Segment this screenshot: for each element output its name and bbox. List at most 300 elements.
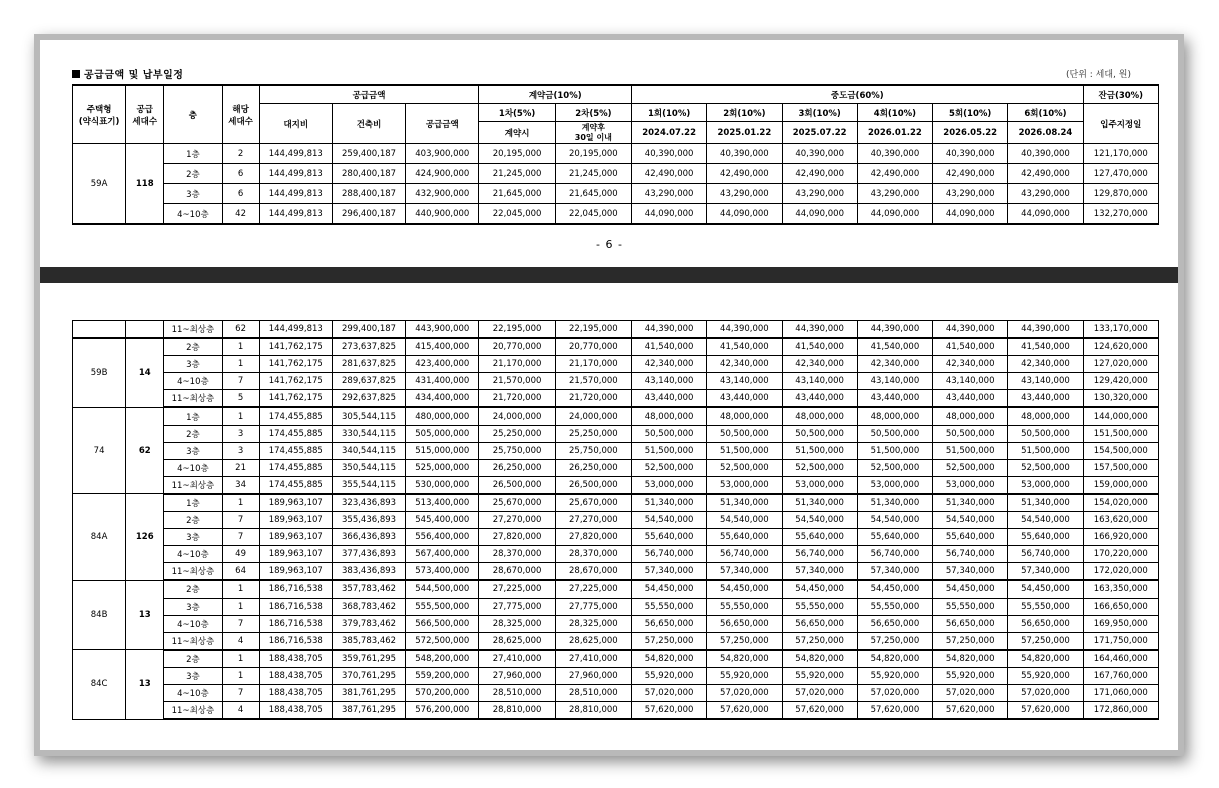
mid-payment-6-cell: 44,390,000 xyxy=(1008,321,1083,339)
total-price-cell: 573,400,000 xyxy=(406,563,479,581)
mid-payment-6-cell: 52,500,000 xyxy=(1008,459,1083,476)
units-cell: 1 xyxy=(222,598,259,615)
mid-payment-4-cell: 50,500,000 xyxy=(857,425,932,442)
table-row xyxy=(73,321,1159,339)
top-table-body xyxy=(73,144,1159,225)
mid-payment-5-cell: 42,340,000 xyxy=(933,356,1008,373)
deposit-1-cell: 27,960,000 xyxy=(479,667,555,684)
land-price-cell: 141,762,175 xyxy=(259,373,332,390)
floor-cell: 1층 xyxy=(164,407,222,425)
mid-payment-3-cell: 44,390,000 xyxy=(782,321,857,339)
header-dep2: 2차(5%) xyxy=(555,104,631,122)
square-bullet-icon xyxy=(72,70,80,78)
header-type xyxy=(73,85,126,144)
units-cell: 6 xyxy=(222,164,259,184)
type-group-cell xyxy=(73,321,126,339)
table-row xyxy=(73,164,1159,184)
building-price-cell: 281,637,825 xyxy=(332,356,405,373)
mid-payment-5-cell: 56,740,000 xyxy=(933,546,1008,563)
mid-payment-4-cell: 57,620,000 xyxy=(857,702,932,720)
mid-payment-1-cell: 52,500,000 xyxy=(631,459,706,476)
mid-payment-1-cell: 42,340,000 xyxy=(631,356,706,373)
table-row xyxy=(73,632,1159,650)
deposit-1-cell: 27,270,000 xyxy=(479,512,555,529)
units-cell: 1 xyxy=(222,580,259,598)
mid-payment-4-cell: 48,000,000 xyxy=(857,407,932,425)
mid-payment-3-cell: 43,140,000 xyxy=(782,373,857,390)
mid-payment-6-cell: 43,440,000 xyxy=(1008,390,1083,408)
total-price-cell: 434,400,000 xyxy=(406,390,479,408)
total-price-cell: 515,000,000 xyxy=(406,442,479,459)
balance-cell: 121,170,000 xyxy=(1083,144,1158,164)
mid-payment-2-cell: 56,650,000 xyxy=(707,615,782,632)
deposit-1-cell: 25,670,000 xyxy=(479,494,555,512)
mid-payment-6-cell: 40,390,000 xyxy=(1008,144,1083,164)
building-price-cell: 289,637,825 xyxy=(332,373,405,390)
units-cell: 1 xyxy=(222,407,259,425)
mid-payment-2-cell: 44,390,000 xyxy=(707,321,782,339)
land-price-cell: 174,455,885 xyxy=(259,407,332,425)
mid-payment-3-cell: 56,740,000 xyxy=(782,546,857,563)
total-price-cell: 556,400,000 xyxy=(406,529,479,546)
mid-payment-2-cell: 54,540,000 xyxy=(707,512,782,529)
type-group-cell: 84A xyxy=(73,494,126,580)
header-supply-units-l2: 세대수 xyxy=(132,116,158,127)
deposit-2-cell: 27,820,000 xyxy=(555,529,631,546)
mid-payment-5-cell: 57,250,000 xyxy=(933,632,1008,650)
building-price-cell: 340,544,115 xyxy=(332,442,405,459)
group-units-cell: 62 xyxy=(126,407,164,493)
mid-payment-1-cell: 43,290,000 xyxy=(631,184,706,204)
land-price-cell: 188,438,705 xyxy=(259,667,332,684)
mid-payment-4-cell: 56,740,000 xyxy=(857,546,932,563)
total-price-cell: 576,200,000 xyxy=(406,702,479,720)
header-dep2-when-l1: 계약후 xyxy=(581,122,605,132)
floor-cell: 11~최상층 xyxy=(164,702,222,720)
balance-cell: 169,950,000 xyxy=(1083,615,1158,632)
mid-payment-5-cell: 57,020,000 xyxy=(933,684,1008,701)
table-row xyxy=(73,425,1159,442)
land-price-cell: 186,716,538 xyxy=(259,598,332,615)
building-price-cell: 383,436,893 xyxy=(332,563,405,581)
units-cell: 62 xyxy=(222,321,259,339)
mid-payment-1-cell: 53,000,000 xyxy=(631,476,706,494)
table-row xyxy=(73,684,1159,701)
units-cell: 4 xyxy=(222,632,259,650)
mid-payment-2-cell: 55,640,000 xyxy=(707,529,782,546)
balance-cell: 159,000,000 xyxy=(1083,476,1158,494)
mid-payment-3-cell: 48,000,000 xyxy=(782,407,857,425)
land-price-cell: 186,716,538 xyxy=(259,615,332,632)
mid-payment-4-cell: 51,340,000 xyxy=(857,494,932,512)
units-cell: 21 xyxy=(222,459,259,476)
land-price-cell: 189,963,107 xyxy=(259,546,332,563)
units-cell: 64 xyxy=(222,563,259,581)
mid-payment-4-cell: 57,020,000 xyxy=(857,684,932,701)
building-price-cell: 387,761,295 xyxy=(332,702,405,720)
mid-payment-4-cell: 54,450,000 xyxy=(857,580,932,598)
land-price-cell: 174,455,885 xyxy=(259,476,332,494)
table-row xyxy=(73,204,1159,225)
land-price-cell: 141,762,175 xyxy=(259,338,332,356)
balance-cell: 127,470,000 xyxy=(1083,164,1158,184)
mid-payment-4-cell: 40,390,000 xyxy=(857,144,932,164)
table-row xyxy=(73,546,1159,563)
mid-payment-6-cell: 42,340,000 xyxy=(1008,356,1083,373)
mid-payment-5-cell: 57,620,000 xyxy=(933,702,1008,720)
units-cell: 7 xyxy=(222,529,259,546)
land-price-cell: 189,963,107 xyxy=(259,529,332,546)
deposit-2-cell: 25,750,000 xyxy=(555,442,631,459)
building-price-cell: 292,637,825 xyxy=(332,390,405,408)
units-cell: 42 xyxy=(222,204,259,225)
mid-payment-4-cell: 57,250,000 xyxy=(857,632,932,650)
mid-payment-6-cell: 41,540,000 xyxy=(1008,338,1083,356)
header-mid-date-4: 2026.01.22 xyxy=(857,122,932,144)
mid-payment-5-cell: 44,090,000 xyxy=(933,204,1008,225)
deposit-1-cell: 21,645,000 xyxy=(479,184,555,204)
floor-cell: 3층 xyxy=(164,442,222,459)
mid-payment-2-cell: 51,340,000 xyxy=(707,494,782,512)
mid-payment-3-cell: 51,340,000 xyxy=(782,494,857,512)
mid-payment-6-cell: 54,540,000 xyxy=(1008,512,1083,529)
header-dep1-when: 계약시 xyxy=(479,122,555,144)
mid-payment-4-cell: 42,490,000 xyxy=(857,164,932,184)
units-cell: 5 xyxy=(222,390,259,408)
balance-cell: 154,500,000 xyxy=(1083,442,1158,459)
price-table-bottom xyxy=(72,320,1159,720)
mid-payment-1-cell: 43,140,000 xyxy=(631,373,706,390)
mid-payment-2-cell: 52,500,000 xyxy=(707,459,782,476)
mid-payment-4-cell: 44,390,000 xyxy=(857,321,932,339)
mid-payment-1-cell: 54,540,000 xyxy=(631,512,706,529)
mid-payment-6-cell: 48,000,000 xyxy=(1008,407,1083,425)
mid-payment-1-cell: 51,500,000 xyxy=(631,442,706,459)
table-row xyxy=(73,494,1159,512)
balance-cell: 157,500,000 xyxy=(1083,459,1158,476)
land-price-cell: 174,455,885 xyxy=(259,442,332,459)
header-dep2-when-l2: 30일 이내 xyxy=(574,132,612,142)
mid-payment-4-cell: 43,440,000 xyxy=(857,390,932,408)
section-title-text: 공급금액 및 납부일정 xyxy=(84,70,184,81)
deposit-2-cell: 21,570,000 xyxy=(555,373,631,390)
building-price-cell: 350,544,115 xyxy=(332,459,405,476)
mid-payment-2-cell: 57,020,000 xyxy=(707,684,782,701)
deposit-1-cell: 21,720,000 xyxy=(479,390,555,408)
mid-payment-6-cell: 51,500,000 xyxy=(1008,442,1083,459)
units-cell: 1 xyxy=(222,650,259,668)
header-balance-when: 입주지정일 xyxy=(1083,104,1158,144)
header-supply-units-l1: 공급 xyxy=(136,104,153,115)
mid-payment-3-cell: 52,500,000 xyxy=(782,459,857,476)
floor-cell: 4~10층 xyxy=(164,615,222,632)
mid-payment-5-cell: 41,540,000 xyxy=(933,338,1008,356)
building-price-cell: 355,544,115 xyxy=(332,476,405,494)
mid-payment-5-cell: 50,500,000 xyxy=(933,425,1008,442)
group-units-cell: 13 xyxy=(126,580,164,649)
type-group-cell: 74 xyxy=(73,407,126,493)
mid-payment-4-cell: 54,540,000 xyxy=(857,512,932,529)
mid-payment-2-cell: 55,920,000 xyxy=(707,667,782,684)
balance-cell: 163,350,000 xyxy=(1083,580,1158,598)
deposit-2-cell: 27,270,000 xyxy=(555,512,631,529)
deposit-1-cell: 20,770,000 xyxy=(479,338,555,356)
mid-payment-1-cell: 57,020,000 xyxy=(631,684,706,701)
floor-cell: 4~10층 xyxy=(164,546,222,563)
mid-payment-5-cell: 51,500,000 xyxy=(933,442,1008,459)
floor-cell: 1층 xyxy=(164,144,222,164)
total-price-cell: 513,400,000 xyxy=(406,494,479,512)
balance-cell: 166,920,000 xyxy=(1083,529,1158,546)
floor-cell: 4~10층 xyxy=(164,459,222,476)
header-mid-3: 3회(10%) xyxy=(782,104,857,122)
floor-cell: 2층 xyxy=(164,650,222,668)
table-row xyxy=(73,476,1159,494)
table-row xyxy=(73,442,1159,459)
total-price-cell: 431,400,000 xyxy=(406,373,479,390)
balance-cell: 171,060,000 xyxy=(1083,684,1158,701)
balance-cell: 127,020,000 xyxy=(1083,356,1158,373)
deposit-1-cell: 27,775,000 xyxy=(479,598,555,615)
building-price-cell: 357,783,462 xyxy=(332,580,405,598)
deposit-1-cell: 27,225,000 xyxy=(479,580,555,598)
section-title xyxy=(72,66,183,81)
deposit-2-cell: 21,720,000 xyxy=(555,390,631,408)
balance-cell: 130,320,000 xyxy=(1083,390,1158,408)
land-price-cell: 189,963,107 xyxy=(259,512,332,529)
total-price-cell: 432,900,000 xyxy=(406,184,479,204)
total-price-cell: 423,400,000 xyxy=(406,356,479,373)
group-units-cell: 118 xyxy=(126,144,164,225)
deposit-2-cell: 21,170,000 xyxy=(555,356,631,373)
deposit-2-cell: 24,000,000 xyxy=(555,407,631,425)
table-row xyxy=(73,356,1159,373)
building-price-cell: 259,400,187 xyxy=(332,144,405,164)
group-units-cell: 126 xyxy=(126,494,164,580)
deposit-1-cell: 20,195,000 xyxy=(479,144,555,164)
building-price-cell: 377,436,893 xyxy=(332,546,405,563)
mid-payment-1-cell: 57,620,000 xyxy=(631,702,706,720)
land-price-cell: 189,963,107 xyxy=(259,563,332,581)
floor-cell: 2층 xyxy=(164,425,222,442)
table-row xyxy=(73,407,1159,425)
building-price-cell: 296,400,187 xyxy=(332,204,405,225)
table-row xyxy=(73,563,1159,581)
deposit-2-cell: 22,045,000 xyxy=(555,204,631,225)
deposit-1-cell: 25,250,000 xyxy=(479,425,555,442)
header-total: 공급금액 xyxy=(406,104,479,144)
units-cell: 1 xyxy=(222,338,259,356)
total-price-cell: 548,200,000 xyxy=(406,650,479,668)
mid-payment-6-cell: 54,450,000 xyxy=(1008,580,1083,598)
floor-cell: 3층 xyxy=(164,184,222,204)
total-price-cell: 570,200,000 xyxy=(406,684,479,701)
mid-payment-4-cell: 43,290,000 xyxy=(857,184,932,204)
mid-payment-2-cell: 41,540,000 xyxy=(707,338,782,356)
floor-cell: 3층 xyxy=(164,667,222,684)
mid-payment-1-cell: 50,500,000 xyxy=(631,425,706,442)
total-price-cell: 530,000,000 xyxy=(406,476,479,494)
mid-payment-4-cell: 55,920,000 xyxy=(857,667,932,684)
mid-payment-3-cell: 50,500,000 xyxy=(782,425,857,442)
header-units xyxy=(222,85,259,144)
header-supply-price: 공급금액 xyxy=(259,85,479,104)
header-building: 건축비 xyxy=(332,104,405,144)
deposit-1-cell: 22,045,000 xyxy=(479,204,555,225)
units-cell: 49 xyxy=(222,546,259,563)
mid-payment-6-cell: 57,340,000 xyxy=(1008,563,1083,581)
units-cell: 7 xyxy=(222,373,259,390)
land-price-cell: 141,762,175 xyxy=(259,356,332,373)
deposit-2-cell: 25,250,000 xyxy=(555,425,631,442)
group-units-cell xyxy=(126,321,164,339)
mid-payment-2-cell: 40,390,000 xyxy=(707,144,782,164)
mid-payment-2-cell: 55,550,000 xyxy=(707,598,782,615)
type-group-cell: 84B xyxy=(73,580,126,649)
mid-payment-6-cell: 57,250,000 xyxy=(1008,632,1083,650)
header-mid-6: 6회(10%) xyxy=(1008,104,1083,122)
mid-payment-4-cell: 57,340,000 xyxy=(857,563,932,581)
mid-payment-4-cell: 56,650,000 xyxy=(857,615,932,632)
mid-payment-2-cell: 43,140,000 xyxy=(707,373,782,390)
deposit-1-cell: 27,410,000 xyxy=(479,650,555,668)
mid-payment-6-cell: 57,020,000 xyxy=(1008,684,1083,701)
total-price-cell: 555,500,000 xyxy=(406,598,479,615)
mid-payment-1-cell: 48,000,000 xyxy=(631,407,706,425)
building-price-cell: 305,544,115 xyxy=(332,407,405,425)
deposit-2-cell: 28,510,000 xyxy=(555,684,631,701)
mid-payment-1-cell: 55,920,000 xyxy=(631,667,706,684)
mid-payment-5-cell: 57,340,000 xyxy=(933,563,1008,581)
header-supply-units xyxy=(126,85,164,144)
mid-payment-3-cell: 57,250,000 xyxy=(782,632,857,650)
total-price-cell: 443,900,000 xyxy=(406,321,479,339)
balance-cell: 172,020,000 xyxy=(1083,563,1158,581)
mid-payment-4-cell: 41,540,000 xyxy=(857,338,932,356)
deposit-1-cell: 26,250,000 xyxy=(479,459,555,476)
mid-payment-3-cell: 54,820,000 xyxy=(782,650,857,668)
mid-payment-2-cell: 56,740,000 xyxy=(707,546,782,563)
mid-payment-1-cell: 40,390,000 xyxy=(631,144,706,164)
header-mid-5: 5회(10%) xyxy=(933,104,1008,122)
deposit-1-cell: 28,370,000 xyxy=(479,546,555,563)
mid-payment-1-cell: 54,450,000 xyxy=(631,580,706,598)
deposit-1-cell: 28,510,000 xyxy=(479,684,555,701)
mid-payment-5-cell: 54,540,000 xyxy=(933,512,1008,529)
mid-payment-1-cell: 57,250,000 xyxy=(631,632,706,650)
mid-payment-6-cell: 43,140,000 xyxy=(1008,373,1083,390)
mid-payment-3-cell: 43,440,000 xyxy=(782,390,857,408)
mid-payment-1-cell: 42,490,000 xyxy=(631,164,706,184)
units-cell: 1 xyxy=(222,667,259,684)
units-cell: 3 xyxy=(222,425,259,442)
mid-payment-1-cell: 44,390,000 xyxy=(631,321,706,339)
building-price-cell: 323,436,893 xyxy=(332,494,405,512)
table-row xyxy=(73,459,1159,476)
units-cell: 7 xyxy=(222,684,259,701)
floor-cell: 11~최상층 xyxy=(164,563,222,581)
floor-cell: 3층 xyxy=(164,356,222,373)
mid-payment-2-cell: 48,000,000 xyxy=(707,407,782,425)
mid-payment-4-cell: 42,340,000 xyxy=(857,356,932,373)
mid-payment-6-cell: 51,340,000 xyxy=(1008,494,1083,512)
mid-payment-4-cell: 55,640,000 xyxy=(857,529,932,546)
units-cell: 3 xyxy=(222,442,259,459)
building-price-cell: 370,761,295 xyxy=(332,667,405,684)
mid-payment-5-cell: 55,920,000 xyxy=(933,667,1008,684)
mid-payment-2-cell: 50,500,000 xyxy=(707,425,782,442)
mid-payment-1-cell: 56,740,000 xyxy=(631,546,706,563)
mid-payment-6-cell: 55,550,000 xyxy=(1008,598,1083,615)
mid-payment-5-cell: 48,000,000 xyxy=(933,407,1008,425)
land-price-cell: 144,499,813 xyxy=(259,144,332,164)
mid-payment-5-cell: 43,140,000 xyxy=(933,373,1008,390)
page-number: - 6 - xyxy=(596,238,623,251)
mid-payment-2-cell: 44,090,000 xyxy=(707,204,782,225)
deposit-1-cell: 21,570,000 xyxy=(479,373,555,390)
mid-payment-2-cell: 54,820,000 xyxy=(707,650,782,668)
header-land: 대지비 xyxy=(259,104,332,144)
deposit-1-cell: 21,245,000 xyxy=(479,164,555,184)
land-price-cell: 144,499,813 xyxy=(259,184,332,204)
header-floor: 층 xyxy=(164,85,222,144)
building-price-cell: 288,400,187 xyxy=(332,184,405,204)
mid-payment-3-cell: 55,550,000 xyxy=(782,598,857,615)
mid-payment-5-cell: 42,490,000 xyxy=(933,164,1008,184)
mid-payment-3-cell: 55,640,000 xyxy=(782,529,857,546)
deposit-2-cell: 28,625,000 xyxy=(555,632,631,650)
mid-payment-5-cell: 54,820,000 xyxy=(933,650,1008,668)
building-price-cell: 366,436,893 xyxy=(332,529,405,546)
units-cell: 2 xyxy=(222,144,259,164)
mid-payment-5-cell: 40,390,000 xyxy=(933,144,1008,164)
total-price-cell: 403,900,000 xyxy=(406,144,479,164)
balance-cell: 172,860,000 xyxy=(1083,702,1158,720)
floor-cell: 4~10층 xyxy=(164,684,222,701)
total-price-cell: 544,500,000 xyxy=(406,580,479,598)
building-price-cell: 273,637,825 xyxy=(332,338,405,356)
balance-cell: 167,760,000 xyxy=(1083,667,1158,684)
table-row xyxy=(73,615,1159,632)
mid-payment-4-cell: 54,820,000 xyxy=(857,650,932,668)
mid-payment-3-cell: 41,540,000 xyxy=(782,338,857,356)
land-price-cell: 144,499,813 xyxy=(259,204,332,225)
balance-cell: 132,270,000 xyxy=(1083,204,1158,225)
mid-payment-5-cell: 54,450,000 xyxy=(933,580,1008,598)
building-price-cell: 368,783,462 xyxy=(332,598,405,615)
floor-cell: 2층 xyxy=(164,580,222,598)
mid-payment-3-cell: 42,340,000 xyxy=(782,356,857,373)
deposit-1-cell: 21,170,000 xyxy=(479,356,555,373)
mid-payment-6-cell: 53,000,000 xyxy=(1008,476,1083,494)
balance-cell: 154,020,000 xyxy=(1083,494,1158,512)
land-price-cell: 174,455,885 xyxy=(259,459,332,476)
building-price-cell: 379,783,462 xyxy=(332,615,405,632)
building-price-cell: 299,400,187 xyxy=(332,321,405,339)
floor-cell: 11~최상층 xyxy=(164,390,222,408)
deposit-2-cell: 28,670,000 xyxy=(555,563,631,581)
deposit-1-cell: 26,500,000 xyxy=(479,476,555,494)
mid-payment-2-cell: 57,250,000 xyxy=(707,632,782,650)
header-type-l2: (약식표기) xyxy=(78,116,120,127)
table-row xyxy=(73,598,1159,615)
header-type-l1: 주택형 xyxy=(86,104,112,115)
land-price-cell: 189,963,107 xyxy=(259,494,332,512)
header-deposit: 계약금(10%) xyxy=(479,85,632,104)
mid-payment-4-cell: 43,140,000 xyxy=(857,373,932,390)
table-row xyxy=(73,144,1159,164)
mid-payment-6-cell: 56,650,000 xyxy=(1008,615,1083,632)
